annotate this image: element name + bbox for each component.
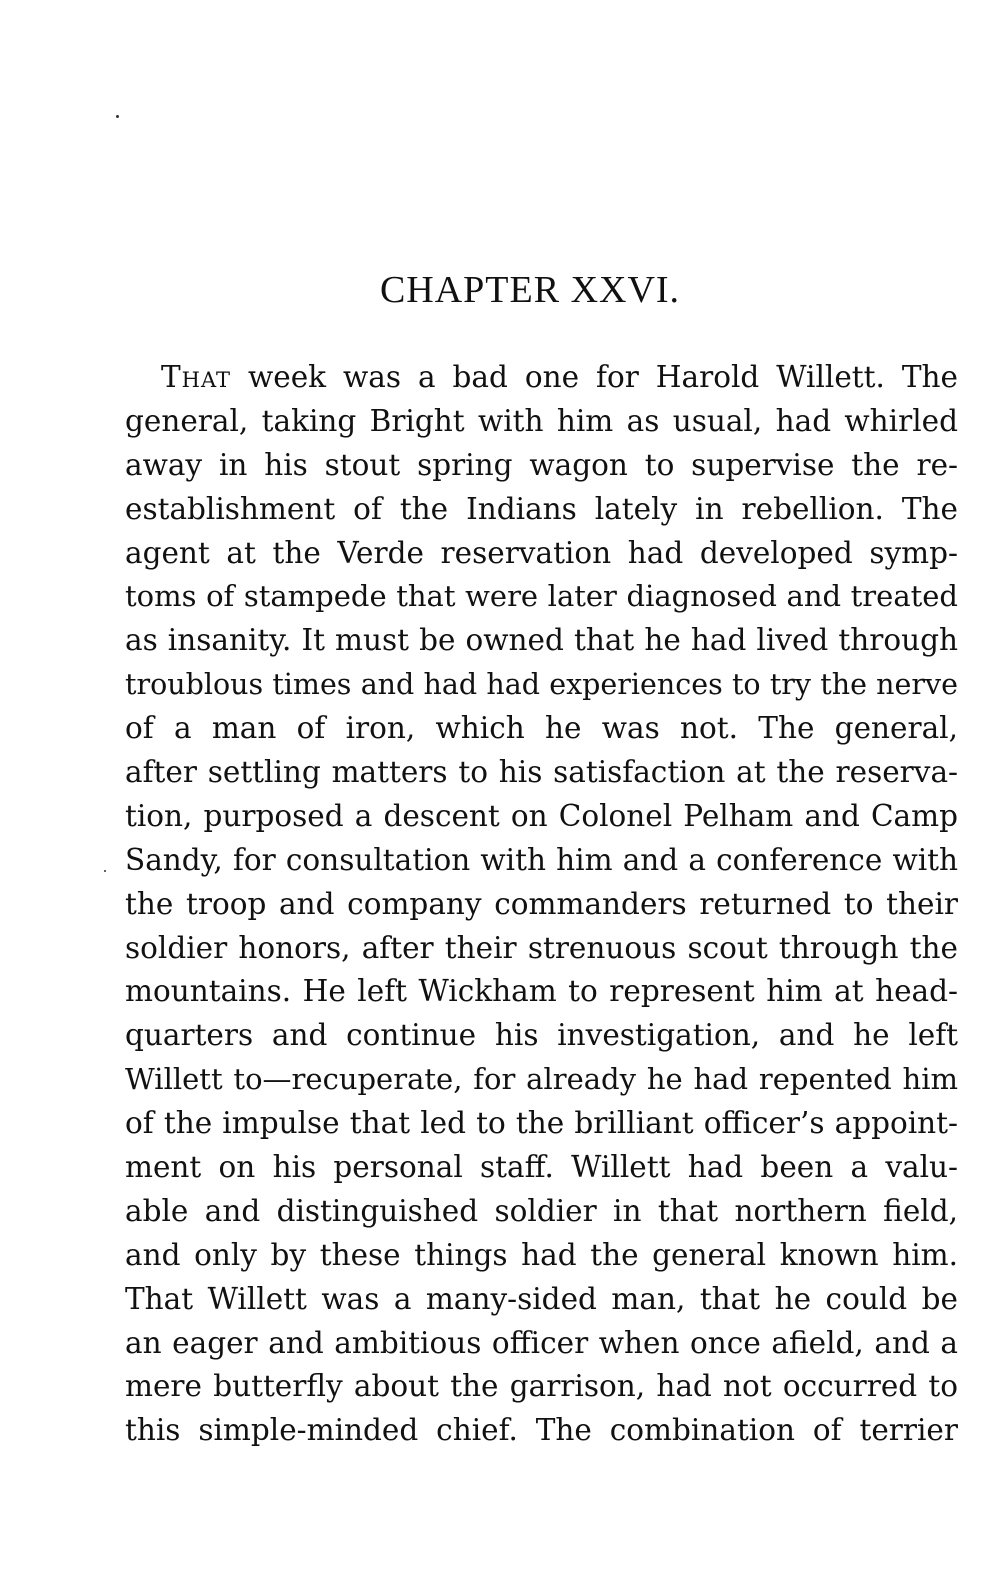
text-line: and only by these things had the general known him. (125, 1237, 958, 1272)
text-line: That Willett was a many-sided man, that he could be (125, 1281, 958, 1316)
text-line: troublous times and had had experiences to try the nerve (125, 668, 958, 702)
chapter-body (125, 356, 958, 1453)
text-line: quarters and continue his investigation, and he left (125, 1018, 958, 1053)
chapter-heading: CHAPTER XXVI. (379, 269, 681, 311)
text-line: ment on his personal staff. Willett had been a valu- (125, 1150, 958, 1185)
print-speck (104, 870, 106, 872)
text-line-1 (125, 356, 958, 400)
first-line-text: week was a bad one for Harold Willett. The (231, 360, 958, 394)
text-line: the troop and company commanders returned to their (125, 886, 958, 921)
text-line: an eager and ambitious officer when once afield, and a (125, 1325, 958, 1360)
text-line: mountains. He left Wickham to represent him at head- (125, 974, 958, 1009)
text-line: this simple-minded chief. The combination of terrier (125, 1413, 958, 1448)
text-line: able and distinguished soldier in that northern field, (125, 1193, 958, 1228)
text-line: agent at the Verde reservation had developed symp- (125, 535, 958, 570)
text-line: of a man of iron, which he was not. The general, (125, 711, 958, 746)
text-line: soldier honors, after their strenuous scout through the (125, 930, 958, 965)
print-speck (116, 115, 119, 118)
text-line: Willett to—recuperate, for already he had repented him (125, 1062, 958, 1097)
text-line: of the impulse that led to the brilliant officer’s appoint- (125, 1106, 958, 1141)
lead-word: That (161, 360, 232, 394)
text-line: after settling matters to his satisfaction at the reserva- (125, 755, 958, 790)
text-line: establishment of the Indians lately in rebellion. The (125, 491, 958, 526)
text-line: as insanity. It must be owned that he had lived through (125, 623, 958, 658)
text-line: tion, purposed a descent on Colonel Pelham and Camp (125, 798, 958, 833)
text-line: toms of stampede that were later diagnosed and treated (125, 579, 958, 614)
text-line: away in his stout spring wagon to supervise the re- (125, 447, 958, 482)
text-line: mere butterfly about the garrison, had not occurred to (125, 1369, 958, 1404)
text-line: general, taking Bright with him as usual, had whirled (125, 403, 958, 438)
text-line: Sandy, for consultation with him and a conference with (125, 842, 958, 877)
